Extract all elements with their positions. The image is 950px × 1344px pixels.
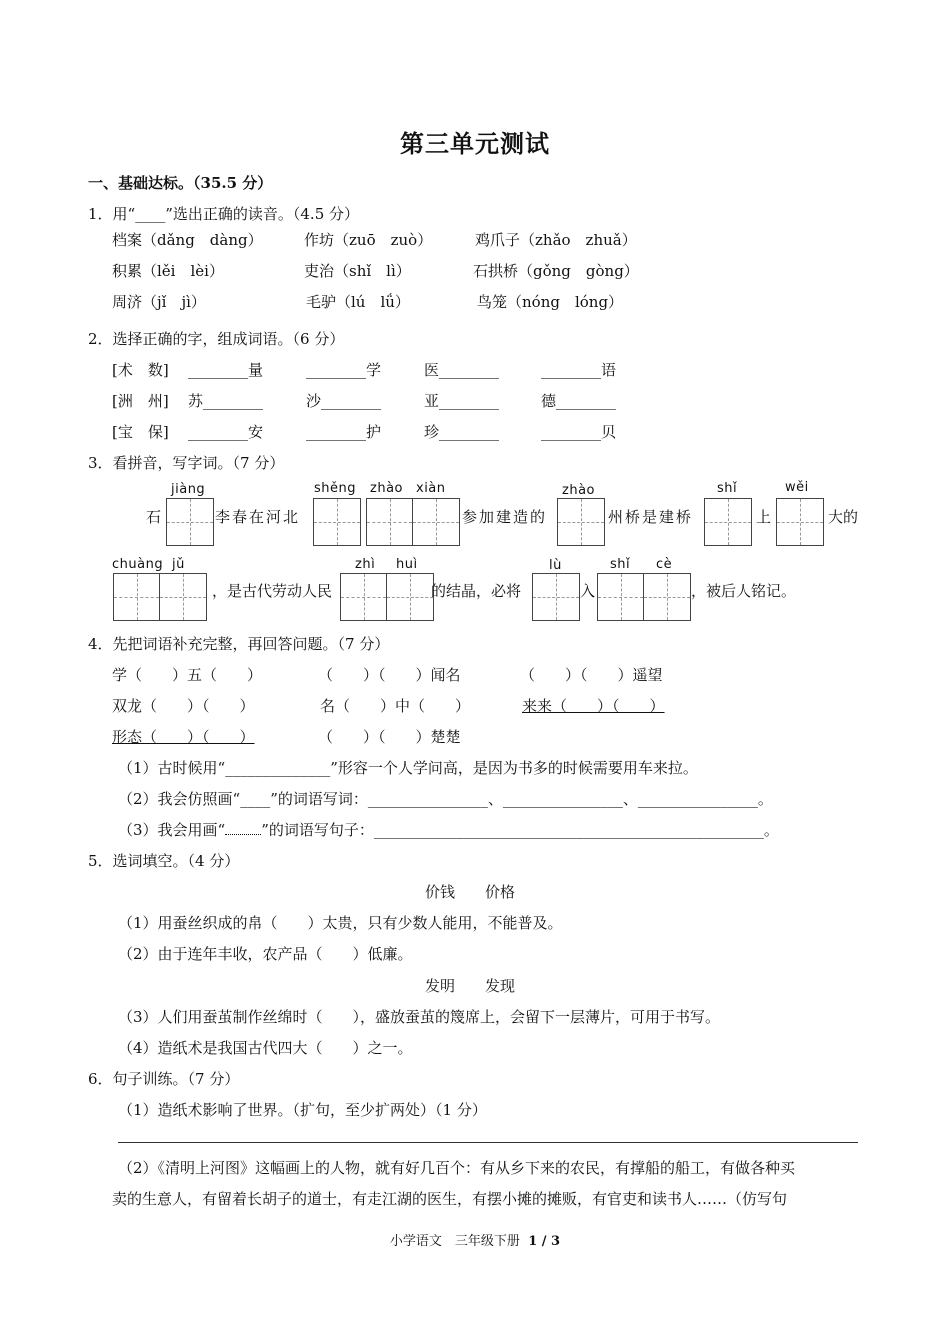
- q2-blank[interactable]: 医________: [424, 361, 500, 379]
- q6-subquestion: （2）《清明上河图》这幅画上的人物，就有好几百个：有从乡下来的农民，有撑船的船工，有做各种买: [118, 1159, 796, 1177]
- q3-text: 石: [146, 508, 162, 526]
- q2-blank[interactable]: ________贝: [541, 423, 617, 441]
- q6-heading: 6．句子训练。（7 分）: [88, 1070, 240, 1088]
- q3-text: 大的: [828, 508, 859, 526]
- q1-item[interactable]: 鸟笼（nóng lóng）: [477, 293, 624, 311]
- q1-item[interactable]: 吏治（shǐ lì）: [304, 262, 411, 280]
- q1-item[interactable]: 毛驴（lú lǘ）: [306, 293, 410, 311]
- q2-blank[interactable]: ________学: [306, 361, 382, 379]
- q1-item[interactable]: 作坊（zuō zuò）: [304, 231, 433, 249]
- pinyin-label: zhì: [355, 557, 376, 572]
- q2-blank[interactable]: ________护: [306, 423, 382, 441]
- q2-options: [宝 保]: [112, 423, 169, 441]
- q4-subquestion[interactable]: （3）我会用画“ ”的词语写句子：____________________________________________________。: [118, 821, 779, 839]
- pinyin-label: zhào: [562, 483, 595, 498]
- pinyin-label: shěng: [314, 481, 357, 496]
- q3-text: ，是古代劳动人民: [212, 582, 333, 600]
- pinyin-label: chuàng: [112, 557, 164, 572]
- q5-heading: 5．选词填空。（4 分）: [88, 852, 240, 870]
- tian-grid[interactable]: [313, 498, 361, 546]
- q1-heading: 1．用“____”选出正确的读音。（4.5 分）: [88, 205, 360, 223]
- q2-blank[interactable]: ________量: [188, 361, 264, 379]
- q4-idiom[interactable]: （ ）（ ）楚楚: [318, 728, 461, 746]
- q2-options: [洲 州]: [112, 392, 169, 410]
- q1-item[interactable]: 档案（dǎng dàng）: [112, 231, 263, 249]
- q2-blank[interactable]: 珍________: [424, 423, 500, 441]
- q4-idiom[interactable]: 学（ ）五（ ）: [112, 666, 263, 684]
- tian-grid[interactable]: [113, 573, 207, 621]
- q4-idiom[interactable]: 形态（ ）（ ）: [112, 728, 255, 746]
- q4-subquestion[interactable]: （2）我会仿照画“____”的词语写词：________________、________________、________________。: [118, 790, 773, 808]
- q5-sentence[interactable]: （3）人们用蚕茧制作丝绵时（ ），盛放蚕茧的篾席上，会留下一层薄片，可用于书写。: [118, 1008, 721, 1026]
- pinyin-label: cè: [656, 557, 673, 572]
- q4-idiom[interactable]: 双龙（ ）（ ）: [112, 697, 255, 715]
- q4-heading: 4．先把词语补充完整，再回答问题。（7 分）: [88, 635, 390, 653]
- q3-text: 州桥是建桥: [608, 508, 694, 526]
- pinyin-label: lù: [549, 558, 562, 573]
- q1-item[interactable]: 周济（jǐ jì）: [112, 293, 206, 311]
- q2-blank[interactable]: 亚________: [424, 392, 500, 410]
- q1-item[interactable]: 鸡爪子（zhǎo zhuǎ）: [475, 231, 637, 249]
- page-number: 1 / 3: [528, 1234, 561, 1249]
- wavy-underline: [225, 826, 261, 835]
- tian-grid[interactable]: [166, 498, 214, 546]
- page-title: 第三单元测试: [400, 130, 550, 158]
- q5-sentence[interactable]: （1）用蚕丝织成的帛（ ）太贵，只有少数人能用，不能普及。: [118, 914, 563, 932]
- q3-text: 入: [580, 582, 596, 600]
- tian-grid[interactable]: [532, 573, 580, 621]
- tian-grid[interactable]: [776, 498, 824, 546]
- tian-grid[interactable]: [704, 498, 752, 546]
- section-heading: 一、基础达标。（35.5 分）: [88, 174, 273, 192]
- q3-text: 的结晶，必将: [431, 582, 522, 600]
- q3-text: 上: [756, 508, 772, 526]
- q2-blank[interactable]: 苏________: [188, 392, 264, 410]
- q2-blank[interactable]: ________语: [541, 361, 617, 379]
- tian-grid[interactable]: [557, 498, 605, 546]
- tian-grid[interactable]: [340, 573, 434, 621]
- pinyin-label: shǐ: [717, 481, 738, 496]
- q4-idiom[interactable]: 名（ ）中（ ）: [320, 697, 471, 715]
- page-footer: 小学语文 三年级下册 1 / 3: [389, 1234, 561, 1249]
- pinyin-label: huì: [396, 557, 418, 572]
- word-choices: 发明 发现: [425, 977, 516, 995]
- answer-line[interactable]: [118, 1142, 858, 1143]
- q4-subquestion[interactable]: （1）古时候用“______________”形容一个人学问高，是因为书多的时候需要用车来拉。: [118, 759, 698, 777]
- pinyin-label: jiàng: [171, 482, 206, 497]
- pinyin-label: shǐ: [610, 557, 631, 572]
- q6-subquestion: 卖的生意人，有留着长胡子的道士，有走江湖的医生，有摆小摊的摊贩，有官吏和读书人……（仿写句: [112, 1190, 788, 1208]
- pinyin-label: xiàn: [416, 481, 446, 496]
- q3-text: 参加建造的: [462, 508, 548, 526]
- q4-idiom[interactable]: （ ）（ ）闻名: [318, 666, 461, 684]
- q1-item[interactable]: 积累（lěi lèi）: [112, 262, 224, 280]
- q6-subquestion: （1）造纸术影响了世界。（扩句，至少扩两处）（1 分）: [118, 1101, 487, 1119]
- q2-blank[interactable]: 德________: [541, 392, 617, 410]
- word-choices: 价钱 价格: [425, 883, 516, 901]
- q5-sentence[interactable]: （4）造纸术是我国古代四大（ ）之一。: [118, 1039, 413, 1057]
- q2-blank[interactable]: ________安: [188, 423, 264, 441]
- q2-options: [术 数]: [112, 361, 169, 379]
- q3-text: 李春在河北: [215, 508, 301, 526]
- tian-grid[interactable]: [366, 498, 460, 546]
- q5-sentence[interactable]: （2）由于连年丰收，农产品（ ）低廉。: [118, 945, 413, 963]
- q3-text: ，被后人铭记。: [691, 582, 797, 600]
- q2-blank[interactable]: 沙________: [306, 392, 382, 410]
- q2-heading: 2．选择正确的字，组成词语。（6 分）: [88, 330, 345, 348]
- q1-item[interactable]: 石拱桥（gǒng gòng）: [473, 262, 639, 280]
- tian-grid[interactable]: [597, 573, 691, 621]
- q3-heading: 3．看拼音，写字词。（7 分）: [88, 454, 285, 472]
- pinyin-label: jǔ: [172, 557, 185, 572]
- pinyin-label: wěi: [785, 480, 809, 495]
- q4-idiom[interactable]: （ ）（ ）遥望: [520, 666, 663, 684]
- pinyin-label: zhào: [370, 481, 403, 496]
- q4-idiom[interactable]: 来来（ ）（ ）: [522, 697, 665, 715]
